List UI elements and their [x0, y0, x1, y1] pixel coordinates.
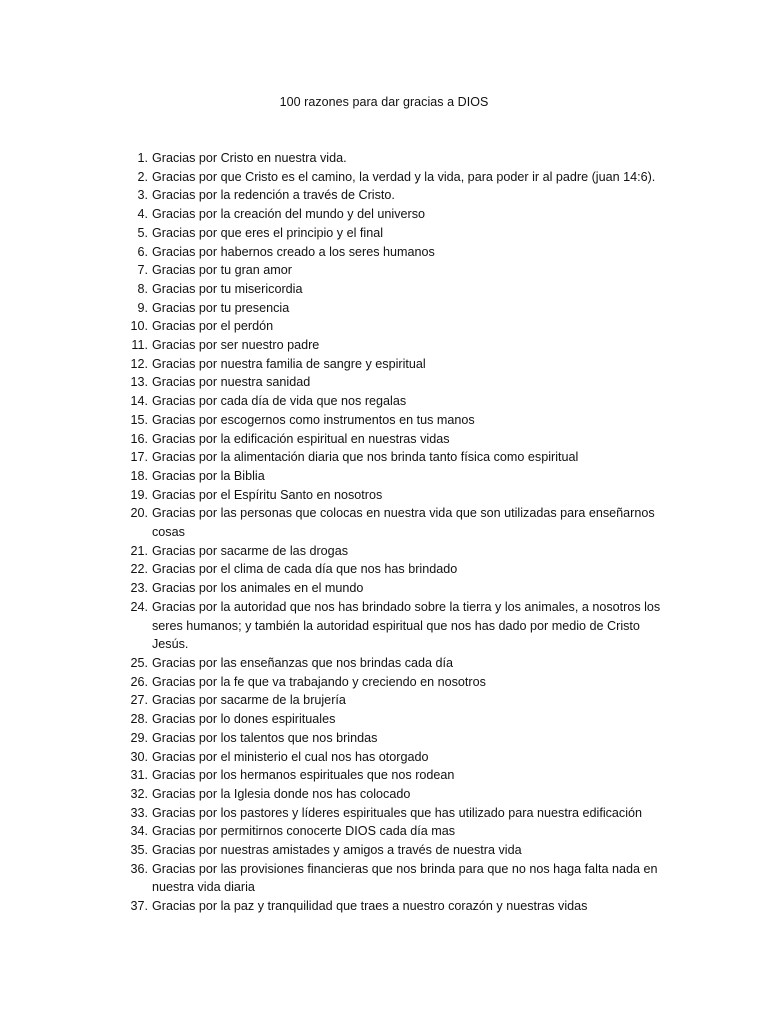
list-item-number: 16. — [130, 431, 148, 446]
list-item — [0, 373, 662, 392]
list-item-number: 23. — [130, 581, 148, 596]
list-item-number: 27. — [130, 693, 148, 708]
list-item — [0, 448, 662, 467]
list-item — [0, 766, 662, 785]
list-item — [0, 392, 662, 411]
list-item — [0, 299, 662, 318]
list-item-number: 31. — [130, 768, 148, 783]
list-item-number: 24. — [130, 599, 148, 614]
list-item-text: Gracias por sacarme de la brujería — [152, 693, 346, 708]
list-item-text: Gracias por nuestra familia de sangre y espiritual — [152, 356, 426, 371]
list-item-number: 30. — [130, 749, 148, 764]
list-item-text: Gracias por los hermanos espirituales que nos rodean — [152, 768, 455, 783]
list-item-text: Gracias por los animales en el mundo — [152, 581, 364, 596]
list-item — [0, 205, 662, 224]
document-title: 100 razones para dar gracias a DIOS — [279, 95, 489, 109]
list-item — [0, 224, 662, 243]
list-item — [0, 785, 662, 804]
list-item-text: Gracias por cada día de vida que nos regalas — [152, 394, 407, 409]
list-item-text: Gracias por el ministerio el cual nos has otorgado — [152, 749, 429, 764]
list-item-number: 20. — [130, 506, 148, 521]
list-item-number: 3. — [137, 188, 148, 203]
list-item-number: 10. — [130, 319, 148, 334]
list-item — [0, 729, 662, 748]
list-item-text: Gracias por tu presencia — [152, 300, 290, 315]
list-item — [0, 168, 662, 187]
list-item — [0, 822, 662, 841]
list-item-number: 37. — [130, 899, 148, 914]
list-item-text: Gracias por la paz y tranquilidad que traes a nuestro corazón y nuestras vidas — [152, 899, 588, 914]
list-item-number: 2. — [137, 169, 148, 184]
list-item — [0, 560, 662, 579]
list-item-text: Gracias por la redención a través de Cristo. — [152, 188, 395, 203]
list-item-text: Gracias por nuestra sanidad — [152, 375, 311, 390]
list-item-text: Gracias por los talentos que nos brindas — [152, 730, 378, 745]
list-item-number: 35. — [130, 843, 148, 858]
list-item — [0, 579, 662, 598]
list-item-number: 4. — [137, 207, 148, 222]
list-item-number: 25. — [130, 655, 148, 670]
list-item-text: Gracias por las provisiones financieras que nos brinda para que no nos haga falta nada en nuestra vida diaria — [152, 861, 658, 895]
list-item — [0, 411, 662, 430]
list-item — [0, 542, 662, 561]
list-item-number: 5. — [137, 225, 148, 240]
list-item-number: 1. — [137, 151, 148, 165]
list-item — [0, 691, 662, 710]
list-item-number: 8. — [137, 281, 148, 296]
list-item — [0, 504, 662, 541]
list-item-text: Gracias por nuestras amistades y amigos a través de nuestra vida — [152, 843, 522, 858]
list-item — [0, 598, 662, 654]
list-item-number: 28. — [130, 712, 148, 727]
list-item — [0, 467, 662, 486]
list-item-text: Gracias por el Espíritu Santo en nosotros — [152, 487, 383, 502]
list-item-number: 6. — [137, 244, 148, 259]
list-item-text: Gracias por tu misericordia — [152, 281, 303, 296]
list-item-number: 33. — [130, 805, 148, 820]
list-item-number: 26. — [130, 674, 148, 689]
list-item-number: 34. — [130, 824, 148, 839]
list-item — [0, 317, 662, 336]
list-item-text: Gracias por que Cristo es el camino, la verdad y la vida, para poder ir al padre (juan 14:6). — [152, 169, 656, 184]
list-item — [0, 654, 662, 673]
list-item — [0, 748, 662, 767]
list-item-text: Gracias por Cristo en nuestra vida. — [152, 151, 347, 165]
list-item — [0, 336, 662, 355]
list-item-number: 11. — [131, 338, 148, 353]
list-item-text: Gracias por las personas que colocas en nuestra vida que son utilizadas para enseñarnos cosas — [152, 506, 655, 540]
list-item-number: 18. — [130, 468, 148, 483]
list-item-text: Gracias por ser nuestro padre — [152, 338, 320, 353]
list-item-text: Gracias por la edificación espiritual en nuestras vidas — [152, 431, 450, 446]
list-item — [0, 261, 662, 280]
list-item — [0, 860, 662, 897]
list-item-text: Gracias por sacarme de las drogas — [152, 543, 348, 558]
list-item-number: 17. — [130, 450, 148, 465]
list-item — [0, 897, 662, 916]
list-item-number: 9. — [137, 300, 148, 315]
list-item-number: 32. — [130, 786, 148, 801]
list-item-number: 13. — [130, 375, 148, 390]
reasons-list — [0, 149, 768, 916]
list-item-number: 14. — [130, 394, 148, 409]
list-item — [0, 280, 662, 299]
list-item — [0, 804, 662, 823]
list-item-text: Gracias por el clima de cada día que nos has brindado — [152, 562, 458, 577]
list-item-text: Gracias por la creación del mundo y del universo — [152, 207, 426, 222]
list-item-text: Gracias por que eres el principio y el final — [152, 225, 383, 240]
list-item — [0, 486, 662, 505]
list-item-text: Gracias por la fe que va trabajando y creciendo en nosotros — [152, 674, 486, 689]
list-item — [0, 430, 662, 449]
list-item-text: Gracias por la autoridad que nos has brindado sobre la tierra y los animales, a nosotros los seres humanos; y también la autoridad espiritual que nos has dado por medio de Cristo Jesús. — [152, 599, 661, 652]
list-item — [0, 355, 662, 374]
list-item — [0, 841, 662, 860]
list-item-text: Gracias por los pastores y líderes espirituales que has utilizado para nuestra edificación — [152, 805, 643, 820]
list-item-text: Gracias por habernos creado a los seres humanos — [152, 244, 435, 259]
list-item-text: Gracias por el perdón — [152, 319, 274, 334]
list-item-number: 12. — [130, 356, 148, 371]
list-item-text: Gracias por la alimentación diaria que nos brinda tanto física como espiritual — [152, 450, 579, 465]
list-item-number: 22. — [130, 562, 148, 577]
list-item-text: Gracias por lo dones espirituales — [152, 712, 336, 727]
list-item-text: Gracias por las enseñanzas que nos brindas cada día — [152, 655, 454, 670]
list-item — [0, 673, 662, 692]
list-item-text: Gracias por permitirnos conocerte DIOS cada día mas — [152, 824, 456, 839]
list-item-text: Gracias por tu gran amor — [152, 263, 292, 278]
list-item-number: 36. — [130, 861, 148, 876]
list-item — [0, 710, 662, 729]
list-item — [0, 243, 662, 262]
list-item — [0, 149, 662, 168]
list-item-number: 15. — [130, 412, 148, 427]
list-item-number: 21. — [130, 543, 148, 558]
list-item-number: 7. — [137, 263, 148, 278]
list-item-text: Gracias por la Biblia — [152, 468, 265, 483]
list-item-number: 29. — [130, 730, 148, 745]
list-item — [0, 186, 662, 205]
list-item-number: 19. — [130, 487, 148, 502]
list-item-text: Gracias por escogernos como instrumentos en tus manos — [152, 412, 475, 427]
list-item-text: Gracias por la Iglesia donde nos has colocado — [152, 786, 411, 801]
